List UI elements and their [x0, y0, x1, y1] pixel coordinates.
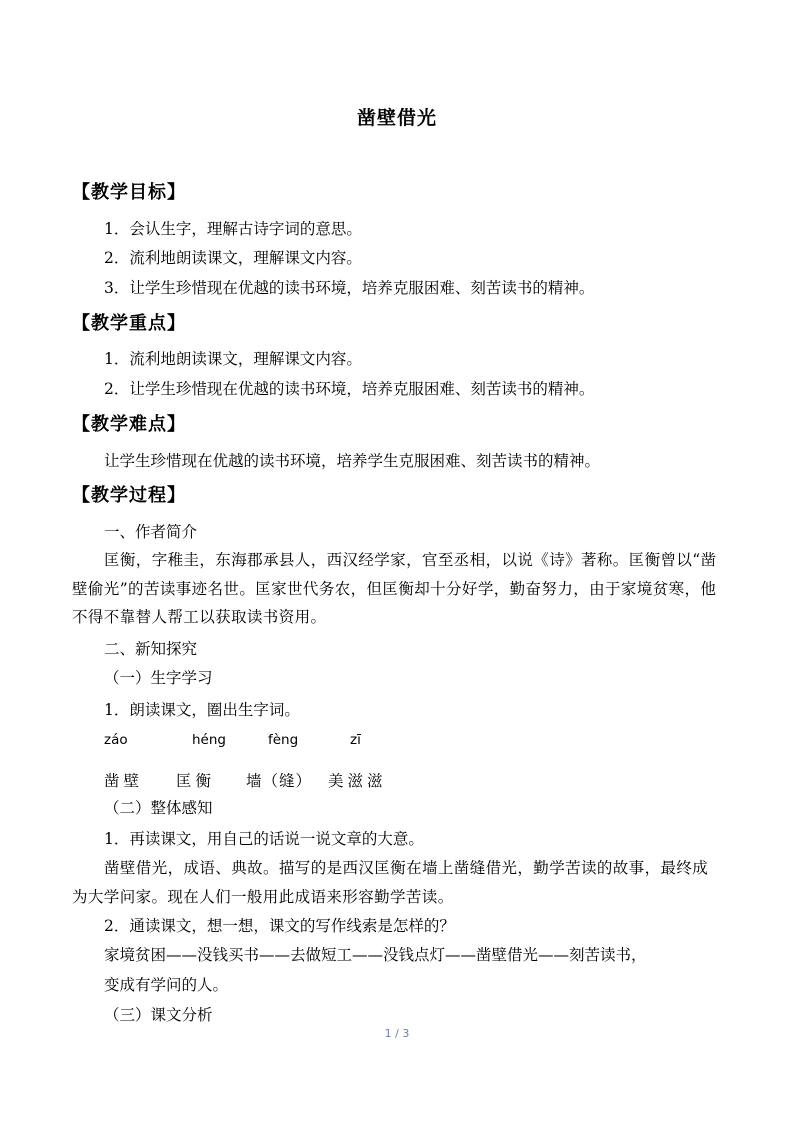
new-knowledge-heading: 二、新知探究: [104, 640, 198, 658]
goal-item: 2．流利地朗读课文，理解课文内容。: [104, 249, 362, 267]
goal-item: 1．会认生字，理解古诗字词的意思。: [104, 220, 362, 238]
page-number: 1 / 3: [384, 1027, 410, 1040]
difficulties-heading: 【教学难点】: [72, 414, 186, 435]
word-meizizi: 美滋滋: [328, 772, 387, 790]
subheading-overview: （二）整体感知: [104, 799, 213, 817]
key-point-item: 1．流利地朗读课文，理解课文内容。: [104, 350, 362, 368]
step-clue: 2．通读课文，想一想，课文的写作线索是怎样的？: [104, 917, 455, 935]
word-qiangfeng: 墙（缝）: [246, 772, 313, 790]
summary-paragraph: 凿壁借光，成语、典故。描写的是西汉匡衡在墙上凿缝借光，勤学苦读的故事，最终成为大学问家。现在人们一般用此成语来形容勤学苦读。: [72, 859, 709, 906]
subheading-analysis: （三）课文分析: [104, 1006, 213, 1024]
author-paragraph: 匡衡，字稚圭，东海郡承县人，西汉经学家，官至丞相，以说《诗》著称。匡衡曾以“凿壁偷光”的苦读事迹名世。匡家世代务农，但匡衡却十分好学，勤奋努力，由于家境贫寒，他不得不靠替人帮工以获取读书资用。: [72, 551, 717, 626]
step-reread: 1．再读课文，用自己的话说一说文章的大意。: [104, 830, 424, 848]
pinyin-zi: zī: [350, 732, 361, 748]
word-zaobi: 凿壁: [104, 772, 144, 790]
subheading-characters: （一）生字学习: [104, 669, 213, 687]
goal-item: 3．让学生珍惜现在优越的读书环境，培养克服困难、刻苦读书的精神。: [104, 279, 595, 297]
pinyin-feng: fèng: [268, 732, 299, 748]
pinyin-heng: héng: [192, 732, 226, 748]
process-heading: 【教学过程】: [72, 485, 186, 506]
step-read-aloud: 1．朗读课文，圈出生字词。: [104, 701, 300, 719]
author-heading: 一、作者简介: [104, 523, 198, 541]
difficulties-text: 让学生珍惜现在优越的读书环境，培养学生克服困难、刻苦读书的精神。: [104, 452, 601, 470]
page-title: 凿壁借光: [356, 107, 437, 129]
key-point-item: 2．让学生珍惜现在优越的读书环境，培养克服困难、刻苦读书的精神。: [104, 380, 595, 398]
word-kuangheng: 匡衡: [176, 772, 216, 790]
goals-heading: 【教学目标】: [72, 182, 186, 203]
key-points-heading: 【教学重点】: [72, 313, 186, 334]
clue-line: 家境贫困——没钱买书——去做短工——没钱点灯——凿壁借光——刻苦读书，: [104, 946, 647, 964]
clue-line-end: 变成有学问的人。: [104, 976, 229, 994]
pinyin-zao: záo: [104, 732, 128, 748]
